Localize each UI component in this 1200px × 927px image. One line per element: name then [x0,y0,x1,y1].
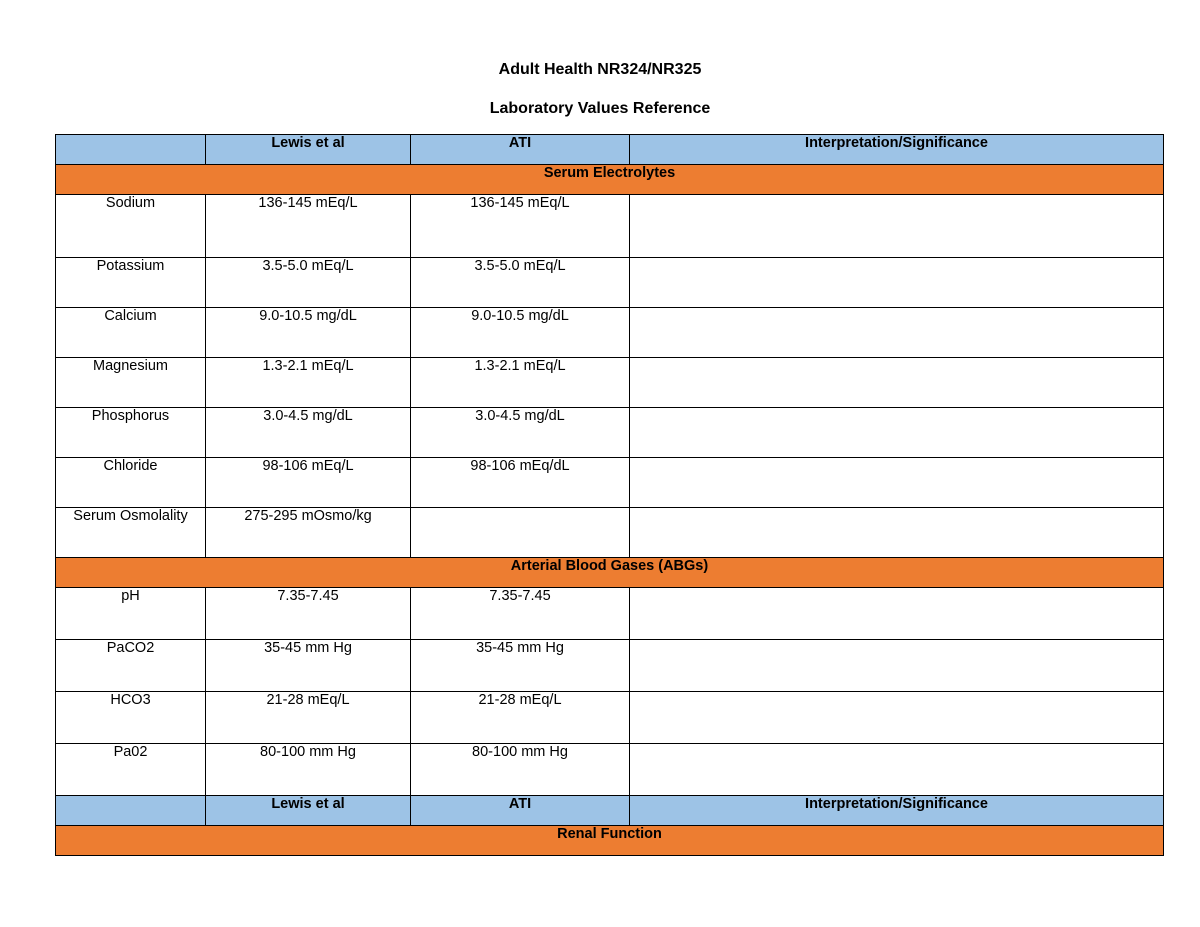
test-name-cell: Sodium [56,195,206,258]
ati-value-cell: 136-145 mEq/L [411,195,630,258]
header-lewis: Lewis et al [206,135,411,165]
header-ati: ATI [411,796,630,826]
ati-value-cell: 1.3-2.1 mEq/L [411,358,630,408]
interpretation-cell[interactable] [630,692,1164,744]
lewis-value-cell: 98-106 mEq/L [206,458,411,508]
test-name-cell: HCO3 [56,692,206,744]
interpretation-cell[interactable] [630,588,1164,640]
interpretation-cell[interactable] [630,308,1164,358]
ati-value-cell: 3.5-5.0 mEq/L [411,258,630,308]
interpretation-cell[interactable] [630,508,1164,558]
ati-value-cell: 80-100 mm Hg [411,744,630,796]
interpretation-cell[interactable] [630,258,1164,308]
table-row [56,308,1164,358]
lewis-value-cell: 7.35-7.45 [206,588,411,640]
lewis-value-cell: 136-145 mEq/L [206,195,411,258]
lewis-value-cell: 3.5-5.0 mEq/L [206,258,411,308]
ati-value-cell: 35-45 mm Hg [411,640,630,692]
ati-value-cell: 9.0-10.5 mg/dL [411,308,630,358]
test-name-cell: Chloride [56,458,206,508]
ati-value-cell: 21-28 mEq/L [411,692,630,744]
interpretation-cell[interactable] [630,640,1164,692]
lewis-value-cell: 9.0-10.5 mg/dL [206,308,411,358]
lewis-value-cell: 21-28 mEq/L [206,692,411,744]
test-name-cell: pH [56,588,206,640]
test-name-cell: Serum Osmolality [56,508,206,558]
interpretation-cell[interactable] [630,744,1164,796]
table-row [56,458,1164,508]
header-blank-cell [56,135,206,165]
interpretation-cell[interactable] [630,458,1164,508]
header-interpretation: Interpretation/Significance [630,135,1164,165]
table-row [56,195,1164,258]
table-row [56,744,1164,796]
document-title: Adult Health NR324/NR325 [498,61,702,78]
header-blank-cell [56,796,206,826]
interpretation-cell[interactable] [630,195,1164,258]
section-label: Renal Function [56,826,1164,856]
table-row [56,692,1164,744]
header-ati: ATI [411,135,630,165]
table-row [56,408,1164,458]
table-header-row [56,135,1164,165]
interpretation-cell[interactable] [630,408,1164,458]
lewis-value-cell: 275-295 mOsmo/kg [206,508,411,558]
lab-values-table [55,134,1164,856]
lewis-value-cell: 80-100 mm Hg [206,744,411,796]
document-subtitle: Laboratory Values Reference [489,100,711,117]
ati-value-cell: 98-106 mEq/dL [411,458,630,508]
table-row [56,258,1164,308]
section-row-arterial-blood-gases [56,558,1164,588]
test-name-cell: Phosphorus [56,408,206,458]
ati-value-cell [411,508,630,558]
lewis-value-cell: 1.3-2.1 mEq/L [206,358,411,408]
test-name-cell: Calcium [56,308,206,358]
header-interpretation: Interpretation/Significance [630,796,1164,826]
section-row-serum-electrolytes [56,165,1164,195]
test-name-cell: Magnesium [56,358,206,408]
interpretation-cell[interactable] [630,358,1164,408]
header-lewis: Lewis et al [206,796,411,826]
table-row [56,588,1164,640]
lewis-value-cell: 3.0-4.5 mg/dL [206,408,411,458]
table-header-row-repeat [56,796,1164,826]
table-row [56,508,1164,558]
test-name-cell: PaCO2 [56,640,206,692]
table-row [56,640,1164,692]
ati-value-cell: 7.35-7.45 [411,588,630,640]
section-label: Serum Electrolytes [56,165,1164,195]
section-label: Arterial Blood Gases (ABGs) [56,558,1164,588]
table-row [56,358,1164,408]
ati-value-cell: 3.0-4.5 mg/dL [411,408,630,458]
lewis-value-cell: 35-45 mm Hg [206,640,411,692]
test-name-cell: Pa02 [56,744,206,796]
section-row-renal-function [56,826,1164,856]
test-name-cell: Potassium [56,258,206,308]
